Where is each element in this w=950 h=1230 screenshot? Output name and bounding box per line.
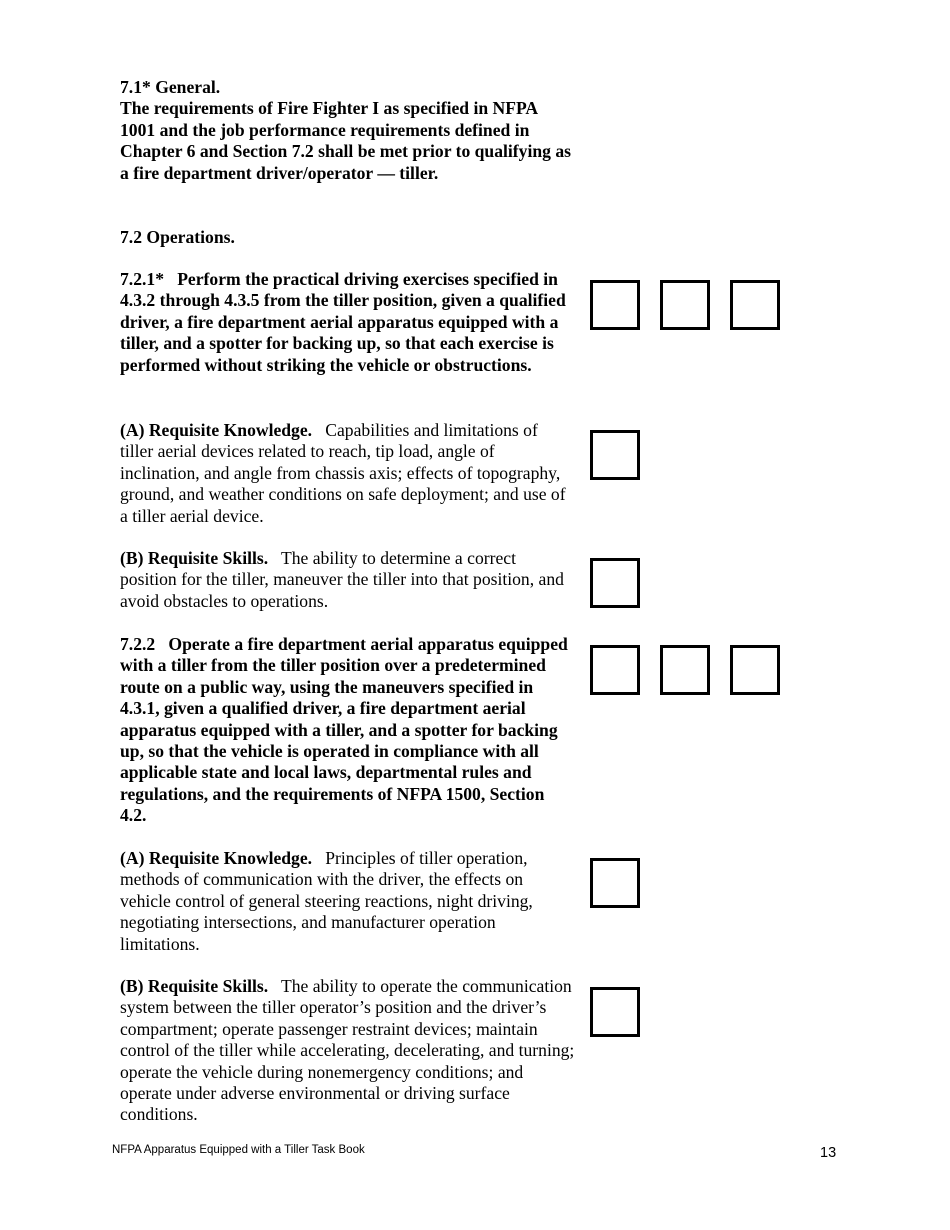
section-7-2-1-a-label: (A) Requisite Knowledge.: [120, 420, 313, 440]
checkbox-7-2-2-3[interactable]: [730, 645, 780, 695]
section-7-2-2-b-text: The ability to operate the communication system between the tiller operator’s position and the driver’s compartment; operate passenger restraint devices; maintain control of the tiller while accelerating, decelerating, and turning; operate the vehicle during nonemergency conditions; and operate under adverse environmental or driving surface conditions.: [120, 976, 575, 1125]
checkbox-7-2-1-1[interactable]: [590, 280, 640, 330]
section-7-2-2-b-label: (B) Requisite Skills.: [120, 976, 269, 996]
section-7-2-2-a-text: Principles of tiller operation, methods of communication with the driver, the effects on vehicle control of general steering reactions, night driving, negotiating intersections, and manufacturer operation limitations.: [120, 848, 533, 954]
section-7-2-1-text: Perform the practical driving exercises specified in 4.3.2 through 4.3.5 from the tiller position, given a qualified driver, a fire department aerial apparatus equipped with a tiller, and a spotter for backing up, so that each exercise is performed without striking the vehicle or obstructions.: [120, 269, 566, 375]
section-7-2-heading: 7.2 Operations.: [120, 227, 235, 247]
section-7-2-1-b: [120, 548, 575, 612]
section-7-2-1-b-text: The ability to determine a correct position for the tiller, maneuver the tiller into that position, and avoid obstacles to operations.: [120, 548, 564, 611]
section-7-2-2-a-label: (A) Requisite Knowledge.: [120, 848, 313, 868]
checkbox-7-2-2-a[interactable]: [590, 858, 640, 908]
checkbox-7-2-1-b[interactable]: [590, 558, 640, 608]
section-7-1: [120, 77, 575, 184]
section-7-2-1-number: 7.2.1*: [120, 269, 164, 289]
checkbox-7-2-2-1[interactable]: [590, 645, 640, 695]
section-7-2-1-a-text: Capabilities and limitations of tiller aerial devices related to reach, tip load, angle of inclination, and angle from chassis axis; effects of topography, ground, and weather conditions on safe deployment; and use of a tiller aerial device.: [120, 420, 566, 526]
checkbox-7-2-2-b[interactable]: [590, 987, 640, 1037]
checkbox-7-2-1-a[interactable]: [590, 430, 640, 480]
section-7-2-1: [120, 269, 575, 376]
section-7-2-2-number: 7.2.2: [120, 634, 156, 654]
checkbox-7-2-2-2[interactable]: [660, 645, 710, 695]
section-7-2-2-text: Operate a fire department aerial apparatus equipped with a tiller from the tiller position over a predetermined route on a public way, using the maneuvers specified in 4.3.1, given a qualified driver, a fire department aerial apparatus equipped with a tiller, and a spotter for backing up, so that the vehicle is operated in compliance with all applicable state and local laws, departmental rules and regulations, and the requirements of NFPA 1500, Section 4.2.: [120, 634, 568, 826]
checkbox-7-2-1-3[interactable]: [730, 280, 780, 330]
section-7-1-heading: 7.1* General.: [120, 77, 221, 97]
section-7-2-2: [120, 634, 575, 827]
section-7-2-1-a: [120, 420, 575, 527]
page-number: 13: [820, 1145, 837, 1161]
section-7-1-text: The requirements of Fire Fighter I as specified in NFPA 1001 and the job performance requirements defined in Chapter 6 and Section 7.2 shall be met prior to qualifying as a fire department driver/operator — tiller.: [120, 98, 571, 183]
section-7-2-2-a: [120, 848, 575, 955]
footer-title: NFPA Apparatus Equipped with a Tiller Task Book: [112, 1144, 365, 1156]
section-7-2-2-b: [120, 976, 575, 1126]
section-7-2-1-b-label: (B) Requisite Skills.: [120, 548, 269, 568]
checkbox-7-2-1-2[interactable]: [660, 280, 710, 330]
